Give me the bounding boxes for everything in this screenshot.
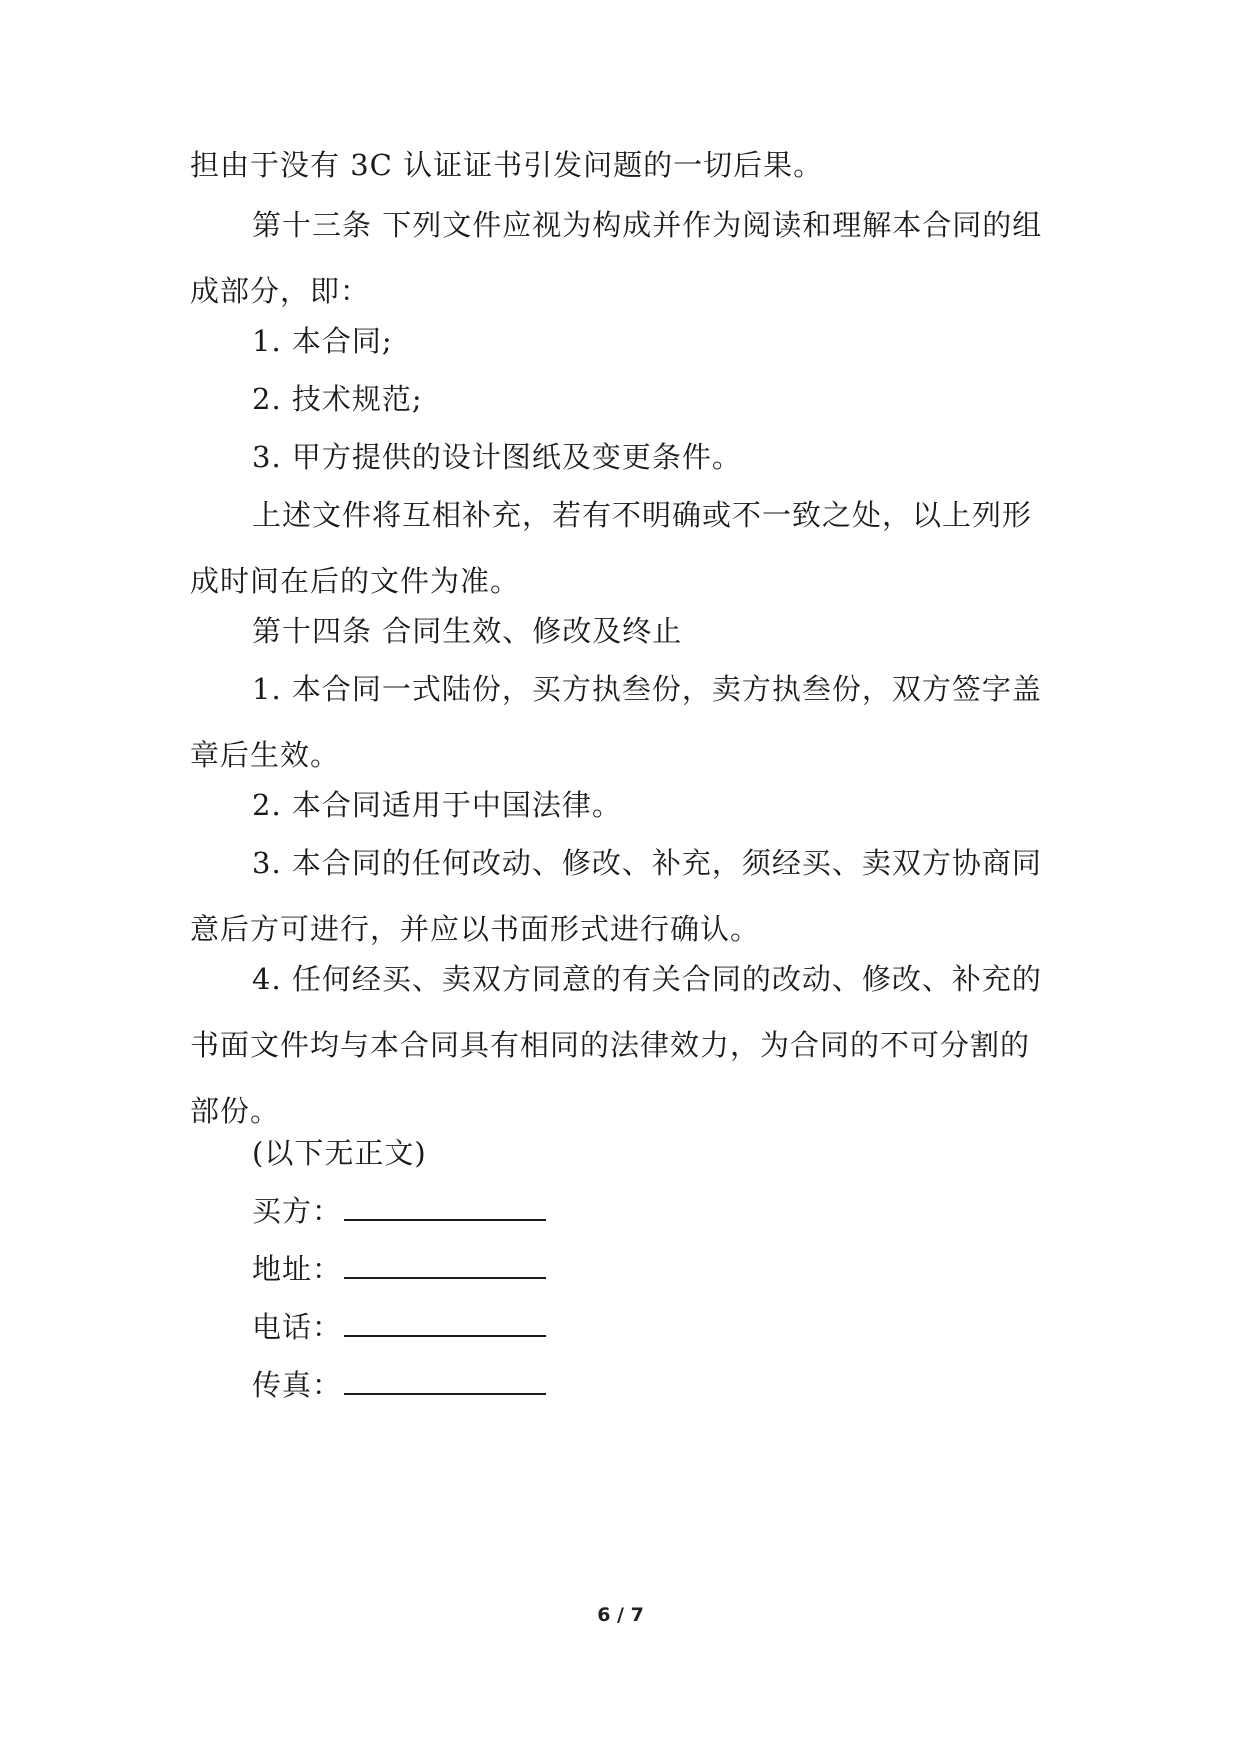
article-14-heading: 第十四条 合同生效、修改及终止 bbox=[252, 614, 683, 648]
buyer-field bbox=[252, 1178, 546, 1244]
clause-14-1: 1. 本合同一式陆份，买方执叁份，卖方执叁份，双方签字盖章后生效。 bbox=[190, 672, 1042, 772]
paragraph-continuation: 担由于没有 3C 认证证书引发问题的一切后果。 bbox=[190, 148, 824, 182]
buyer-label: 买方： bbox=[252, 1194, 343, 1228]
list-item-1: 1. 本合同; bbox=[252, 324, 393, 358]
fax-label: 传真： bbox=[252, 1368, 343, 1402]
phone-field bbox=[252, 1294, 546, 1360]
page-number: 6 / 7 bbox=[597, 1604, 644, 1626]
list-item-3: 3. 甲方提供的设计图纸及变更条件。 bbox=[252, 440, 742, 474]
supplement-paragraph: 上述文件将互相补充，若有不明确或不一致之处，以上列形成时间在后的文件为准。 bbox=[190, 498, 1033, 598]
buyer-blank-line bbox=[344, 1193, 546, 1221]
fax-field bbox=[252, 1352, 546, 1418]
article-13-heading: 第十三条 下列文件应视为构成并作为阅读和理解本合同的组成部分，即： bbox=[190, 208, 1043, 308]
address-label: 地址： bbox=[252, 1252, 343, 1286]
end-of-text-note: (以下无正文) bbox=[252, 1136, 427, 1170]
phone-label: 电话： bbox=[252, 1310, 343, 1344]
phone-blank-line bbox=[344, 1309, 546, 1337]
clause-14-2: 2. 本合同适用于中国法律。 bbox=[252, 788, 622, 822]
address-blank-line bbox=[344, 1251, 546, 1279]
address-field bbox=[252, 1236, 546, 1302]
list-item-2: 2. 技术规范; bbox=[252, 382, 423, 416]
fax-blank-line bbox=[344, 1367, 546, 1395]
clause-14-4: 4. 任何经买、卖双方同意的有关合同的改动、修改、补充的书面文件均与本合同具有相同的法律效力，为合同的不可分割的部份。 bbox=[190, 962, 1042, 1128]
clause-14-3: 3. 本合同的任何改动、修改、补充，须经买、卖双方协商同意后方可进行，并应以书面形式进行确认。 bbox=[190, 846, 1042, 946]
